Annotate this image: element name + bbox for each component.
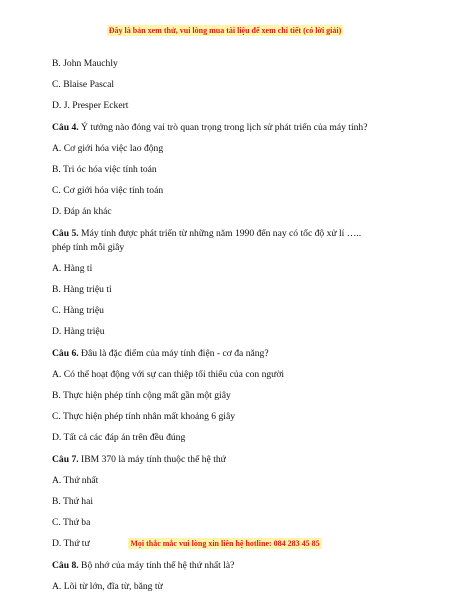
question-text: Ý tưởng nào đóng vai trò quan trọng trong lịch sử phát triển của máy tính? bbox=[78, 121, 368, 133]
question-number: Câu 4. bbox=[52, 121, 79, 133]
preview-notice-banner: Đây là bản xem thử, vui lòng mua tài liệu để xem chi tiết (có lời giải) bbox=[108, 26, 342, 35]
question-text: IBM 370 là máy tính thuộc thế hệ thứ bbox=[78, 453, 226, 465]
question-line bbox=[52, 228, 414, 239]
document-content bbox=[52, 58, 414, 602]
answer-option: D. J. Presper Eckert bbox=[52, 100, 129, 112]
answer-option: B. Thứ hai bbox=[52, 495, 93, 507]
hotline-footer-banner: Mọi thắc mắc vui lòng xin liên hệ hotline: 084 283 45 85 bbox=[130, 539, 320, 548]
answer-option: A. Có thể hoạt động với sự can thiệp tối thiểu của con người bbox=[52, 368, 285, 380]
answer-option: D. Tất cả các đáp án trên đều đúng bbox=[52, 432, 186, 444]
question-line bbox=[52, 122, 414, 133]
answer-option: A. Thứ nhất bbox=[52, 474, 99, 486]
question-number: Câu 5. bbox=[52, 227, 79, 239]
question-text-continuation: phép tính mỗi giây bbox=[52, 241, 125, 253]
question-number: Câu 7. bbox=[52, 453, 79, 465]
answer-option: C. Cơ giới hóa việc tính toán bbox=[52, 185, 164, 197]
question-text: Đâu là đặc điểm của máy tính điện - cơ đa năng? bbox=[78, 347, 269, 359]
answer-option: D. Thứ tư bbox=[52, 538, 90, 550]
answer-option: B. John Mauchly bbox=[52, 58, 118, 69]
answer-option: C. Thứ ba bbox=[52, 517, 91, 529]
question-line bbox=[52, 348, 414, 359]
answer-option: D. Hàng triệu bbox=[52, 326, 105, 338]
answer-option: D. Đáp án khác bbox=[52, 206, 112, 218]
answer-option: B. Hàng triệu tỉ bbox=[52, 284, 112, 296]
answer-option: C. Blaise Pascal bbox=[52, 79, 115, 91]
answer-option: C. Hàng triệu bbox=[52, 305, 104, 317]
question-number: Câu 6. bbox=[52, 347, 79, 359]
question-text: Máy tính được phát triển từ những năm 1990 đến nay có tốc độ xử lí ….. bbox=[78, 227, 362, 239]
question-number: Câu 8. bbox=[52, 559, 79, 571]
answer-option: A. Cơ giới hóa việc lao động bbox=[52, 142, 164, 154]
question-text: Bộ nhớ của máy tính thế hệ thứ nhất là? bbox=[78, 559, 235, 571]
question-line bbox=[52, 560, 414, 571]
answer-option: C. Thực hiện phép tính nhân mất khoảng 6 giây bbox=[52, 411, 236, 423]
answer-option: B. Tri óc hóa việc tính toán bbox=[52, 163, 157, 175]
question-line bbox=[52, 454, 414, 465]
answer-option: A. Lõi từ lớn, đĩa từ, băng từ bbox=[52, 580, 163, 592]
answer-option: A. Hàng tỉ bbox=[52, 262, 93, 274]
answer-option: B. Thực hiện phép tính cộng mất gần một giây bbox=[52, 390, 231, 401]
